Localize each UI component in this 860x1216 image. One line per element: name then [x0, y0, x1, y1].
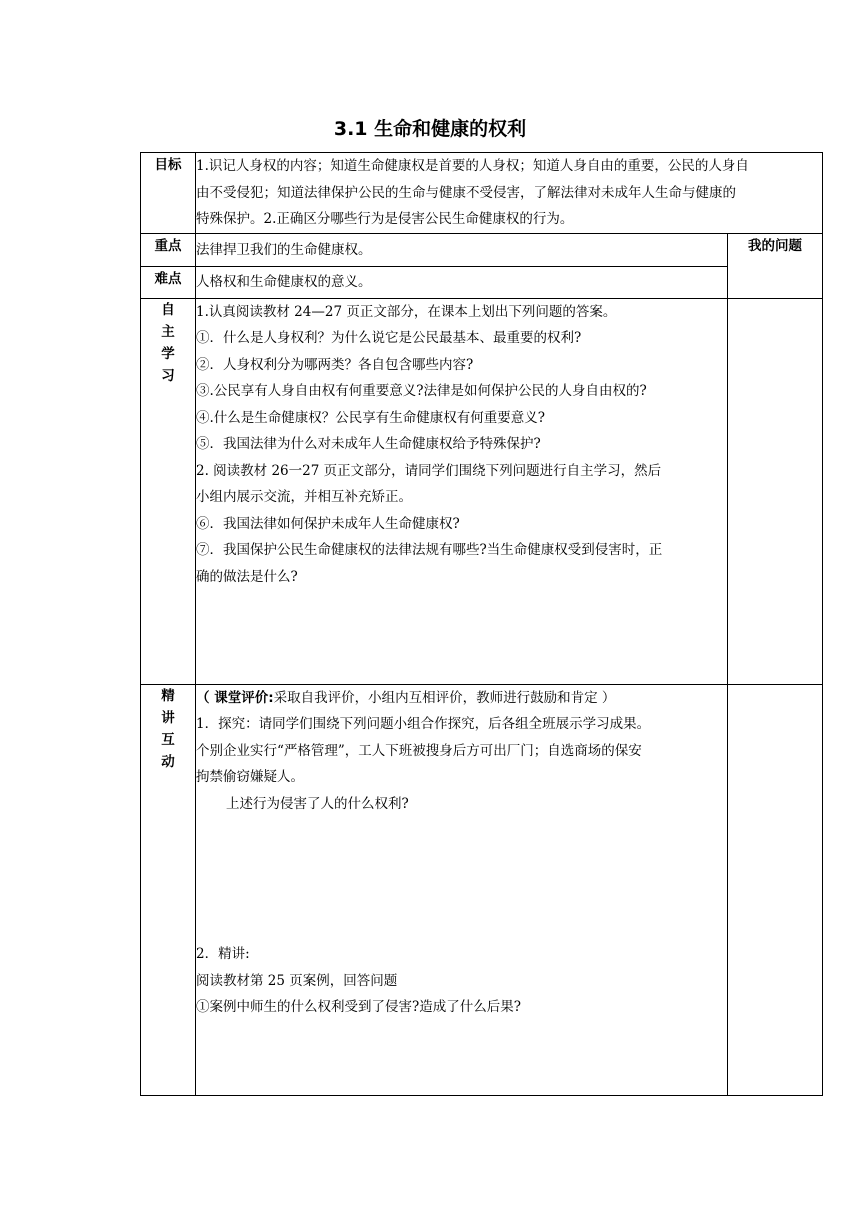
- explore-line: 1．探究：请同学们围绕下列问题小组合作探究，后各组全班展示学习成果。: [196, 716, 651, 732]
- interaction-label-char: 动: [161, 753, 175, 770]
- self-study-line: 2. 阅读教材 26一27 页正文部分，请同学们围绕下列问题进行自主学习，然后: [196, 462, 662, 479]
- difficulty-label: 难点: [141, 266, 196, 298]
- self-study-line: 1.认真阅读教材 24—27 页正文部分，在课本上划出下列问题的答案。: [196, 303, 617, 320]
- lecture-line: 2．精讲:: [196, 946, 250, 962]
- goal-row: [141, 153, 823, 234]
- my-questions-header: 我的问题: [728, 233, 823, 298]
- answer-space: [196, 817, 727, 941]
- interaction-questions-cell: [728, 684, 823, 1095]
- self-study-label-char: 习: [161, 367, 175, 384]
- goal-label: 目标: [141, 153, 196, 234]
- difficulty-text: 人格权和生命健康权的意义。: [196, 266, 728, 298]
- self-study-label: [141, 298, 196, 684]
- class-evaluation-prefix: （ 课堂评价:: [196, 689, 274, 706]
- page-title: 3.1 生命和健康的权利: [333, 118, 527, 140]
- lecture-line: ①案例中师生的什么权利受到了侵害?造成了什么后果?: [196, 999, 521, 1015]
- class-evaluation-text: 采取自我评价，小组内互相评价，教师进行鼓励和肯定 ）: [273, 689, 616, 706]
- goal-line: 由不受侵犯；知道法律保护公民的生命与健康不受侵害，了解法律对未成年人生命与健康的: [196, 184, 736, 201]
- self-study-label-char: 学: [161, 345, 175, 362]
- key-point-label: 重点: [141, 233, 196, 266]
- self-study-row: [141, 298, 823, 684]
- self-study-line: ②．人身权利分为哪两类？各自包含哪些内容?: [196, 356, 474, 373]
- self-study-label-char: 自: [161, 301, 175, 318]
- self-study-line: ③.公民享有人身自由权有何重要意义?法律是如何保护公民的人身自由权的?: [196, 383, 647, 399]
- goal-content: [196, 153, 823, 234]
- self-study-line: ⑦．我国保护公民生命健康权的法律法规有哪些?当生命健康权受到侵害时，正: [196, 542, 663, 558]
- goal-line: 特殊保护。2.正确区分哪些行为是侵害公民生命健康权的行为。: [196, 211, 574, 227]
- interaction-label-char: 精: [161, 687, 175, 704]
- interaction-label-char: 讲: [161, 709, 175, 726]
- interaction-label: [141, 684, 196, 1095]
- self-study-line: ④.什么是生命健康权？公民享有生命健康权有何重要意义?: [196, 409, 546, 426]
- lecture-line: 阅读教材第 25 页案例，回答问题: [196, 972, 398, 989]
- key-point-row: [141, 233, 823, 266]
- self-study-line: 确的做法是什么?: [196, 568, 298, 585]
- self-study-label-char: 主: [161, 323, 175, 340]
- interaction-label-char: 互: [161, 731, 175, 748]
- goal-line: 1.识记人身权的内容；知道生命健康权是首要的人身权；知道人身自由的重要，公民的人身自: [196, 158, 749, 174]
- self-study-line: ⑥．我国法律如何保护未成年人生命健康权?: [196, 515, 460, 532]
- interaction-content: [196, 684, 728, 1095]
- self-study-content: [196, 298, 728, 684]
- interaction-row: [141, 684, 823, 1095]
- explore-line: 个别企业实行“严格管理”，工人下班被搜身后方可出厂门；自选商场的保安: [196, 742, 642, 759]
- difficulty-row: [141, 266, 823, 298]
- self-study-questions-cell: [728, 298, 823, 684]
- self-study-line: ①．什么是人身权利？为什么说它是公民最基本、最重要的权利?: [196, 330, 582, 346]
- explore-question: 上述行为侵害了人的什么权利?: [226, 795, 409, 812]
- class-evaluation-line: [196, 685, 727, 712]
- self-study-line: ⑤．我国法律为什么对未成年人生命健康权给予特殊保护?: [196, 436, 541, 452]
- self-study-line: 小组内展示交流，并相互补充矫正。: [196, 489, 412, 505]
- lesson-plan-table: [140, 152, 823, 1096]
- key-point-text: 法律捍卫我们的生命健康权。: [196, 233, 728, 266]
- explore-line: 拘禁偷窃嫌疑人。: [196, 769, 304, 785]
